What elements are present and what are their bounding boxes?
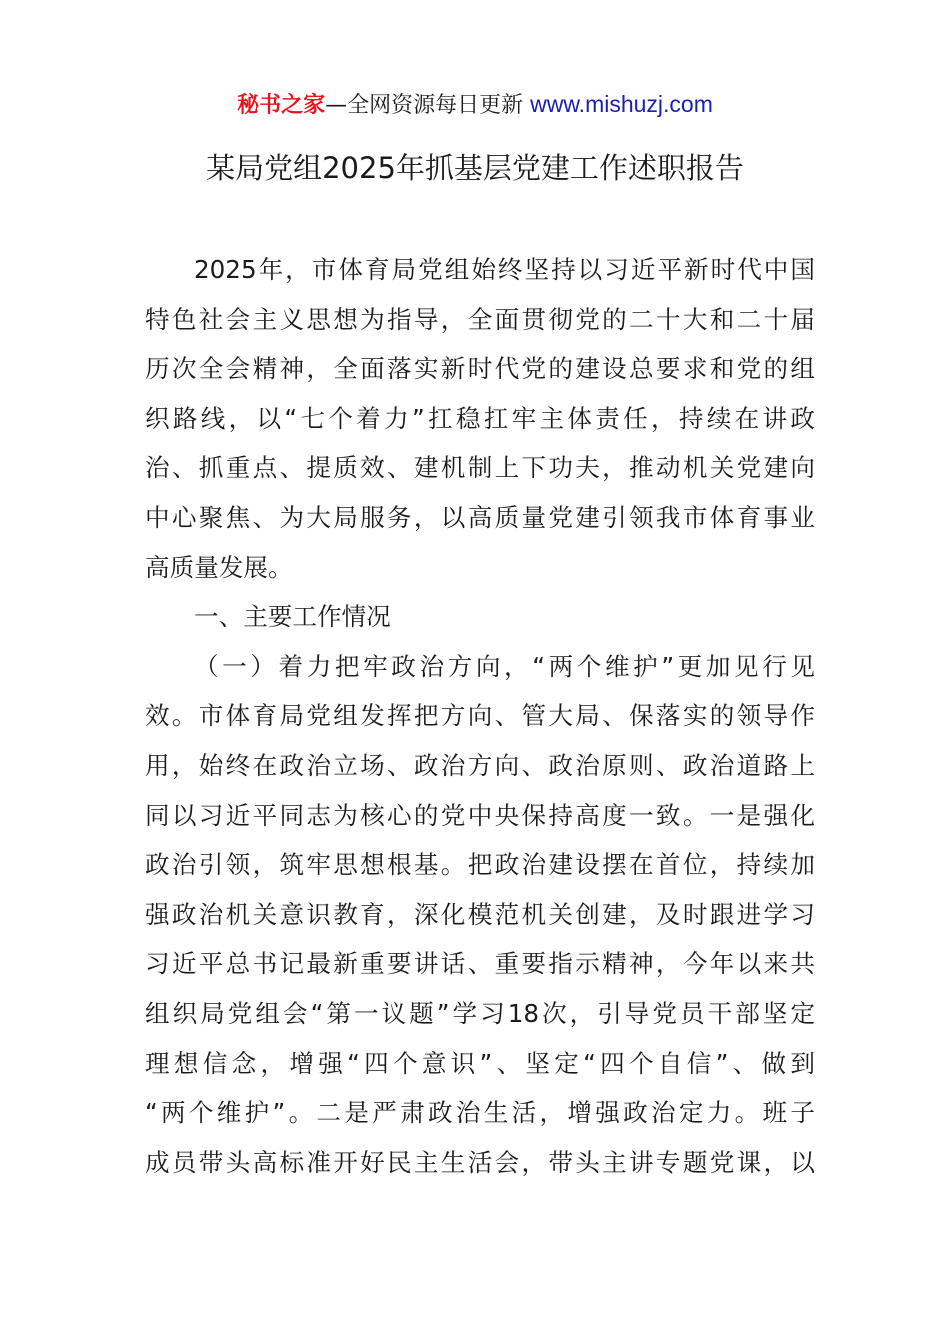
paragraph-line: 成员带头高标准开好民主生活会，带头主讲专题党课，以	[145, 1147, 815, 1177]
section-heading: 一、主要工作情况	[194, 602, 391, 632]
paragraph-line: 治、抓重点、提质效、建机制上下功夫，推动机关党建向	[145, 453, 815, 483]
site-header	[0, 88, 950, 122]
paragraph-line: 同以习近平同志为核心的党中央保持高度一致。一是强化	[145, 800, 815, 830]
site-url-link[interactable]: www.mishuzj.com	[530, 91, 713, 117]
paragraph-line: 高质量发展。	[145, 552, 293, 582]
paragraph-line: 组织局党组会“第一议题”学习18次，引导党员干部坚定	[145, 998, 815, 1028]
paragraph-line: 理想信念，增强“四个意识”、坚定“四个自信”、做到	[145, 1048, 815, 1078]
paragraph-line: 习近平总书记最新重要讲话、重要指示精神，今年以来共	[145, 949, 815, 979]
paragraph-line: 用，始终在政治立场、政治方向、政治原则、政治道路上	[145, 750, 815, 780]
paragraph-line: 特色社会主义思想为指导，全面贯彻党的二十大和二十届	[145, 304, 815, 334]
document-title: 某局党组2025年抓基层党建工作述职报告	[206, 151, 744, 185]
site-brand: 秘书之家	[237, 93, 326, 118]
paragraph-line: 2025年，市体育局党组始终坚持以习近平新时代中国	[194, 255, 815, 284]
paragraph-line: 历次全会精神，全面落实新时代党的建设总要求和党的组	[145, 354, 815, 384]
paragraph-line: 织路线，以“七个着力”扛稳扛牢主体责任，持续在讲政	[145, 403, 815, 433]
paragraph-line: 效。市体育局党组发挥把方向、管大局、保落实的领导作	[145, 701, 815, 731]
paragraph-line: 政治引领，筑牢思想根基。把政治建设摆在首位，持续加	[145, 850, 815, 880]
document-body	[145, 245, 815, 1187]
paragraph-line: 中心聚焦、为大局服务，以高质量党建引领我市体育事业	[145, 502, 815, 532]
paragraph-line: 强政治机关意识教育，深化模范机关创建，及时跟进学习	[145, 899, 815, 929]
paragraph-line: “两个维护”。二是严肃政治生活，增强政治定力。班子	[145, 1098, 815, 1128]
site-tagline: —全网资源每日更新	[325, 93, 524, 118]
subsection-heading-line: （一）着力把牢政治方向，“两个维护”更加见行见	[194, 651, 815, 681]
